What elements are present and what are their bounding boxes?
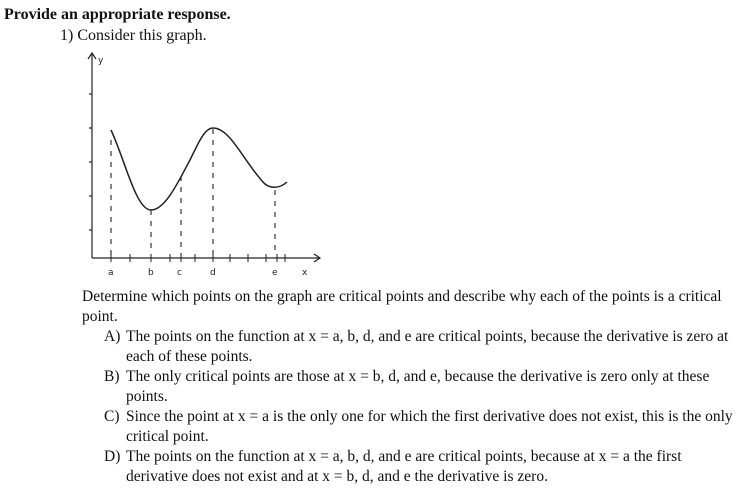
choice-letter: C) <box>104 408 120 425</box>
choice-text: The points on the function at x = a, b, d, and e are critical points, because the derivative is zero at each of these points. <box>126 328 729 365</box>
choice-b[interactable] <box>104 367 710 405</box>
choice-c[interactable] <box>104 407 733 445</box>
choice-text: Since the point at x = a is the only one for which the first derivative does not exist, this is the only critical point. <box>126 408 733 445</box>
choice-letter: B) <box>104 368 120 385</box>
x-label-e: e <box>272 268 278 278</box>
question-intro: Consider this graph. <box>77 27 207 44</box>
y-axis-label: y <box>98 56 104 66</box>
x-label-d: d <box>210 268 216 278</box>
function-graph <box>80 48 330 284</box>
choice-letter: A) <box>104 328 121 345</box>
choice-d[interactable] <box>104 447 682 485</box>
question-number: 1) <box>60 27 74 44</box>
x-label-c: c <box>177 268 182 278</box>
question-intro-line <box>60 27 207 45</box>
choice-a[interactable] <box>104 327 729 365</box>
function-curve <box>111 128 287 210</box>
x-axis-label: x <box>302 268 308 278</box>
choice-text: The only critical points are those at x = b, d, and e, because the derivative is zero only at these points. <box>126 368 710 405</box>
choice-letter: D) <box>104 448 121 465</box>
x-label-b: b <box>148 268 154 278</box>
instructions-heading: Provide an appropriate response. <box>4 6 231 23</box>
choice-text: The points on the function at x = a, b, d, and e are critical points, because at x = a the first derivative does not exist and at x = b, d, and e the derivative is zero. <box>126 448 682 485</box>
question-text: Determine which points on the graph are critical points and describe why each of the points is a critical point. <box>82 288 722 325</box>
x-label-a: a <box>108 268 114 278</box>
